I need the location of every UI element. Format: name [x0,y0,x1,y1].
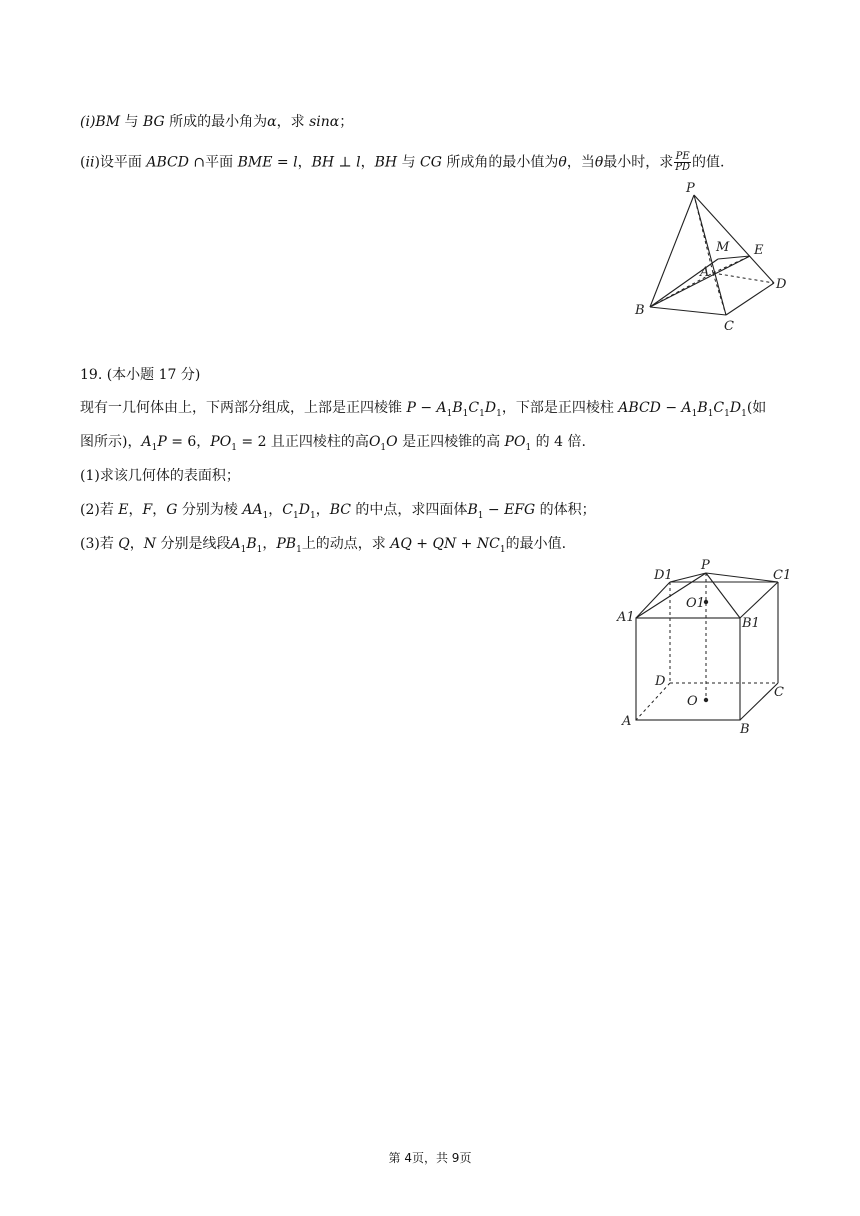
pe-pd-fraction: $\frac{PE}{PD}$ [675,151,691,173]
q19-header: 19. (本小题 17 分) [80,367,201,383]
q19-part1: (1)求该几何体的表面积； [80,468,240,484]
label-C: C [724,319,734,334]
label-D: D [776,277,787,292]
q18-part-i-label: (i) [80,114,96,130]
label-P: P [686,181,695,196]
pyramid-figure [628,180,798,335]
label-E: E [754,243,764,258]
q19-intro-line1: 现有一几何体由上，下两部分组成，上部是正四棱锥 $P - A_1B_1C_1D_1$，下部是正四棱柱 ABCD − $A_1B_1C_1D_1$(如 [80,400,767,419]
label-D: D [655,674,666,689]
label-A1: A1 [617,610,635,625]
label-P2: P [701,558,710,573]
q19-part2: (2)若 E，F，G 分别为棱 $AA_1$，$C_1D_1$，BC 的中点，求四面体$B_1$ − EFG 的体积； [80,502,596,521]
label-C1: C1 [773,568,792,583]
label-B: B [635,303,645,318]
q18-part-ii: (ii)设平面 ABCD ∩平面 BME = l，BH ⊥ l，BH 与 CG 所成角的最小值为θ，当θ最小时，求 $\frac{PE}{PD}$ 的值. [80,151,725,173]
label-M: M [716,240,730,255]
label-A: A [622,714,632,729]
q19-intro-line2: 图所示)，$A_1P = 6$，$PO_1 = 2$ 且正四棱柱的高$O_1O$ 是正四棱锥的高 $PO_1$ 的 4 倍. [80,434,586,453]
label-O: O [687,694,698,709]
label-D1: D1 [654,568,673,583]
point-O [704,698,708,702]
prism-pyramid-figure [610,555,800,740]
label-B: B [740,722,750,737]
label-A: A [700,265,710,280]
q19-part3: (3)若 Q，N 分别是线段$A_1B_1$，$PB_1$上的动点，求 AQ + QN + $NC_1$的最小值. [80,536,567,555]
label-O1: O1 [686,596,705,611]
page-footer: 第 4页，共 9页 [388,1151,472,1165]
q18-part-i: (i)BM 与 BG 所成的最小角为α，求 sinα； [80,114,354,130]
label-C: C [774,685,784,700]
label-B1: B1 [742,616,760,631]
